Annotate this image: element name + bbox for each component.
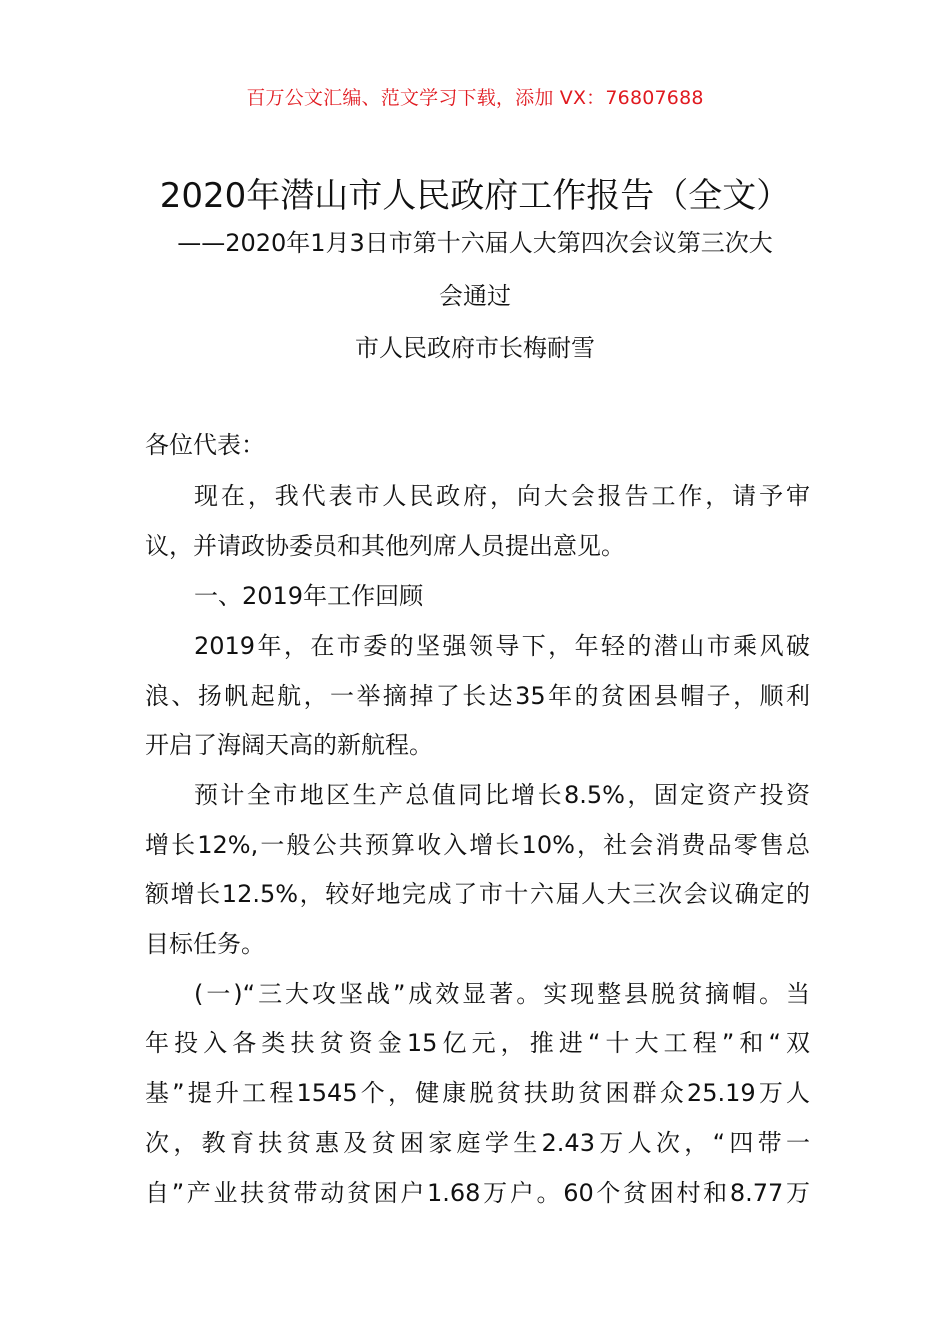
paragraph-line: 基”提升工程1545个，健康脱贫扶助贫困群众25.19万人: [145, 1079, 810, 1107]
paragraph-line: 额增长12.5%，较好地完成了市十六届人大三次会议确定的: [145, 880, 810, 908]
document-title: 2020年潜山市人民政府工作报告（全文）: [159, 176, 791, 216]
paragraph-line: 现在，我代表市人民政府，向大会报告工作，请予审: [194, 482, 810, 510]
salutation: 各位代表：: [145, 431, 265, 459]
paragraph-line: 2019年，在市委的坚强领导下，年轻的潜山市乘风破: [194, 632, 810, 660]
subtitle-line-2: 会通过: [439, 282, 511, 310]
section-heading: 一、2019年工作回顾: [194, 582, 424, 610]
paragraph-line: 目标任务。: [145, 930, 265, 958]
paragraph-line: 浪、扬帆起航，一举摘掉了长达35年的贫困县帽子，顺利: [145, 682, 810, 710]
paragraph-line: 开启了海阔天高的新航程。: [145, 731, 433, 759]
paragraph-line: 增长12%,一般公共预算收入增长10%，社会消费品零售总: [145, 831, 810, 859]
watermark-banner: 百万公文汇编、范文学习下载，添加 VX：76807688: [246, 87, 704, 109]
paragraph-line: 次，教育扶贫惠及贫困家庭学生2.43万人次，“四带一: [145, 1129, 810, 1157]
paragraph-line: 议，并请政协委员和其他列席人员提出意见。: [145, 532, 625, 560]
paragraph-line: (一)“三大攻坚战”成效显著。实现整县脱贫摘帽。当: [194, 980, 810, 1008]
paragraph-line: 自”产业扶贫带动贫困户1.68万户。60个贫困村和8.77万: [145, 1179, 810, 1207]
author-line: 市人民政府市长梅耐雪: [355, 334, 595, 362]
subtitle-line-1: ——2020年1月3日市第十六届人大第四次会议第三次大: [177, 229, 773, 257]
paragraph-line: 年投入各类扶贫资金15亿元，推进“十大工程”和“双: [145, 1029, 810, 1057]
paragraph-line: 预计全市地区生产总值同比增长8.5%，固定资产投资: [194, 781, 810, 809]
